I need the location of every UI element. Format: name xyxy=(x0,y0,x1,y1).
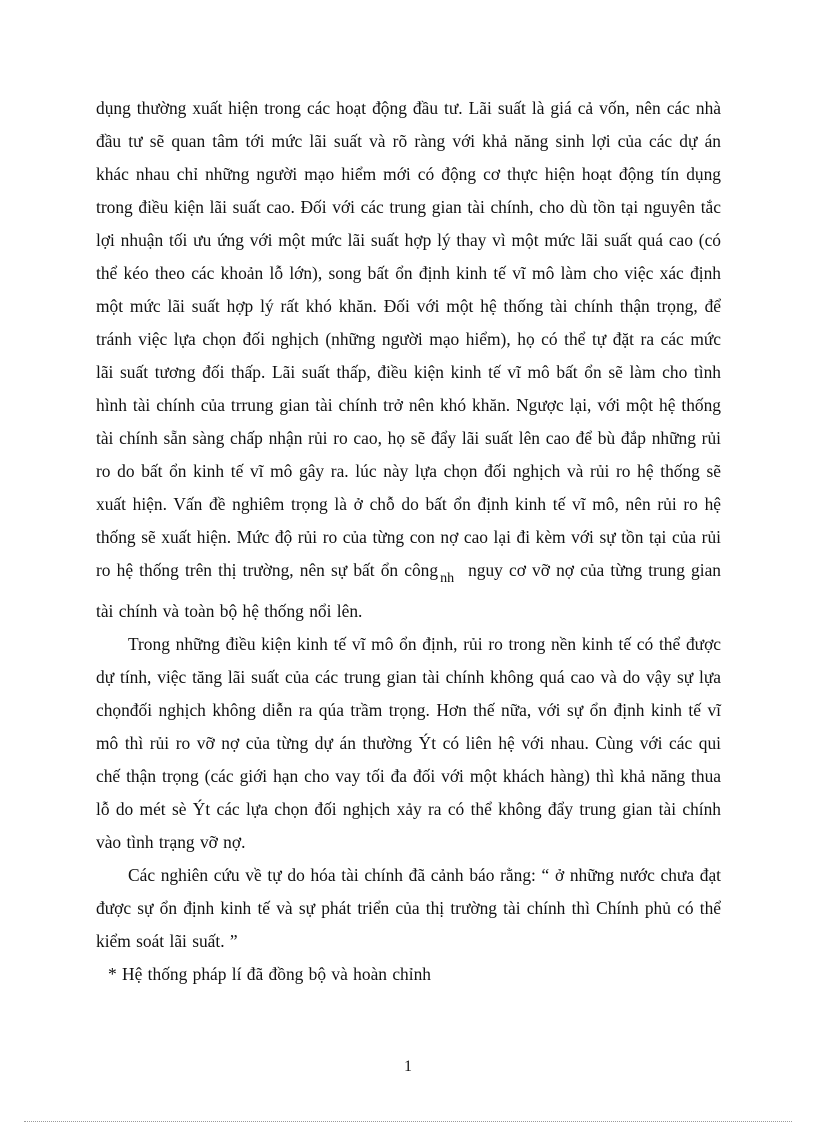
paragraph-1-text: dụng thường xuất hiện trong các hoạt động đầu tư. Lãi suất là giá cả vốn, nên các nhà đầu tư sẽ quan tâm tới mức lãi suất và rõ ràng với khả năng sinh lợi của các dự án khác nhau chỉ những người mạo hiểm mới có động cơ thực hiện hoạt động tín dụng trong điều kiện lãi suất cao. Đối với các trung gian tài chính, cho dù tồn tại nguyên tắc lợi nhuận tối ưu ứng với một mức lãi suất hợp lý thay vì một mức lãi suất quá cao (có thể kéo theo các khoản lỗ lớn), song bất ổn định kinh tế vĩ mô làm cho việc xác định một mức lãi suất hợp lý rất khó khăn. Đối với một hệ thống tài chính thận trọng, để tránh việc lựa chọn đối nghịch (những người mạo hiểm), họ có thể tự đặt ra các mức lãi suất tương đối thấp. Lãi suất thấp, điều kiện kinh tế vĩ mô bất ổn sẽ làm cho tình hình tài chính của trrung gian tài chính trở nên khó khăn. Ngược lại, với một hệ thống tài chính sẵn sàng chấp nhận rủi ro cao, họ sẽ đẩy lãi suất lên cao để bù đắp những rủi ro do bất ổn kinh tế vĩ mô gây ra. lúc này lựa chọn đối nghịch và rủi ro hệ thống sẽ xuất hiện. Vấn đề nghiêm trọng là ở chỗ do bất ổn định kinh tế vĩ mô, nên rủi ro hệ thống sẽ xuất hiện. Mức độ rủi ro của từng con nợ cao lại đi kèm với sự tồn tại của rủi ro hệ thống trên thị trường, nên sự bất ổn công xyxy=(96,98,721,580)
page-bottom-divider xyxy=(24,1121,792,1122)
bullet-heading: * Hệ thống pháp lí đã đồng bộ và hoàn chỉnh xyxy=(108,964,431,984)
paragraph-1 xyxy=(96,92,721,628)
page-number: 1 xyxy=(404,1058,412,1075)
paragraph-3: Các nghiên cứu về tự do hóa tài chính đã cảnh báo rằng: “ ở những nước chưa đạt được sự ổn định kinh tế và sự phát triển của thị trường tài chính thì Chính phủ có thể kiểm soát lãi suất. ” xyxy=(96,865,721,951)
paragraph-2: Trong những điều kiện kinh tế vĩ mô ổn định, rủi ro trong nền kinh tế có thể được dự tính, việc tăng lãi suất của các trung gian tài chính không quá cao và do vậy sự lựa chọnđối nghịch không diễn ra qúa trầm trọng. Hơn thế nữa, với sự ổn định kinh tế vĩ mô thì rủi ro vỡ nợ của từng dự án thường Ýt có liên hệ với nhau. Cùng với các qui chế thận trọng (các giới hạn cho vay tối đa đối với một khách hàng) thì khả năng thua lỗ do mét sè Ýt các lựa chọn đối nghịch xảy ra có thể không đẩy trung gian tài chính vào tình trạng vỡ nợ. xyxy=(96,634,721,852)
paragraph-1-subscript: nh xyxy=(440,571,455,586)
page-body xyxy=(96,92,721,991)
paragraph-1-continuation: nguy cơ vỡ nợ của từng trung gian tài chính và toàn bộ hệ thống nổi lên. xyxy=(96,560,721,621)
